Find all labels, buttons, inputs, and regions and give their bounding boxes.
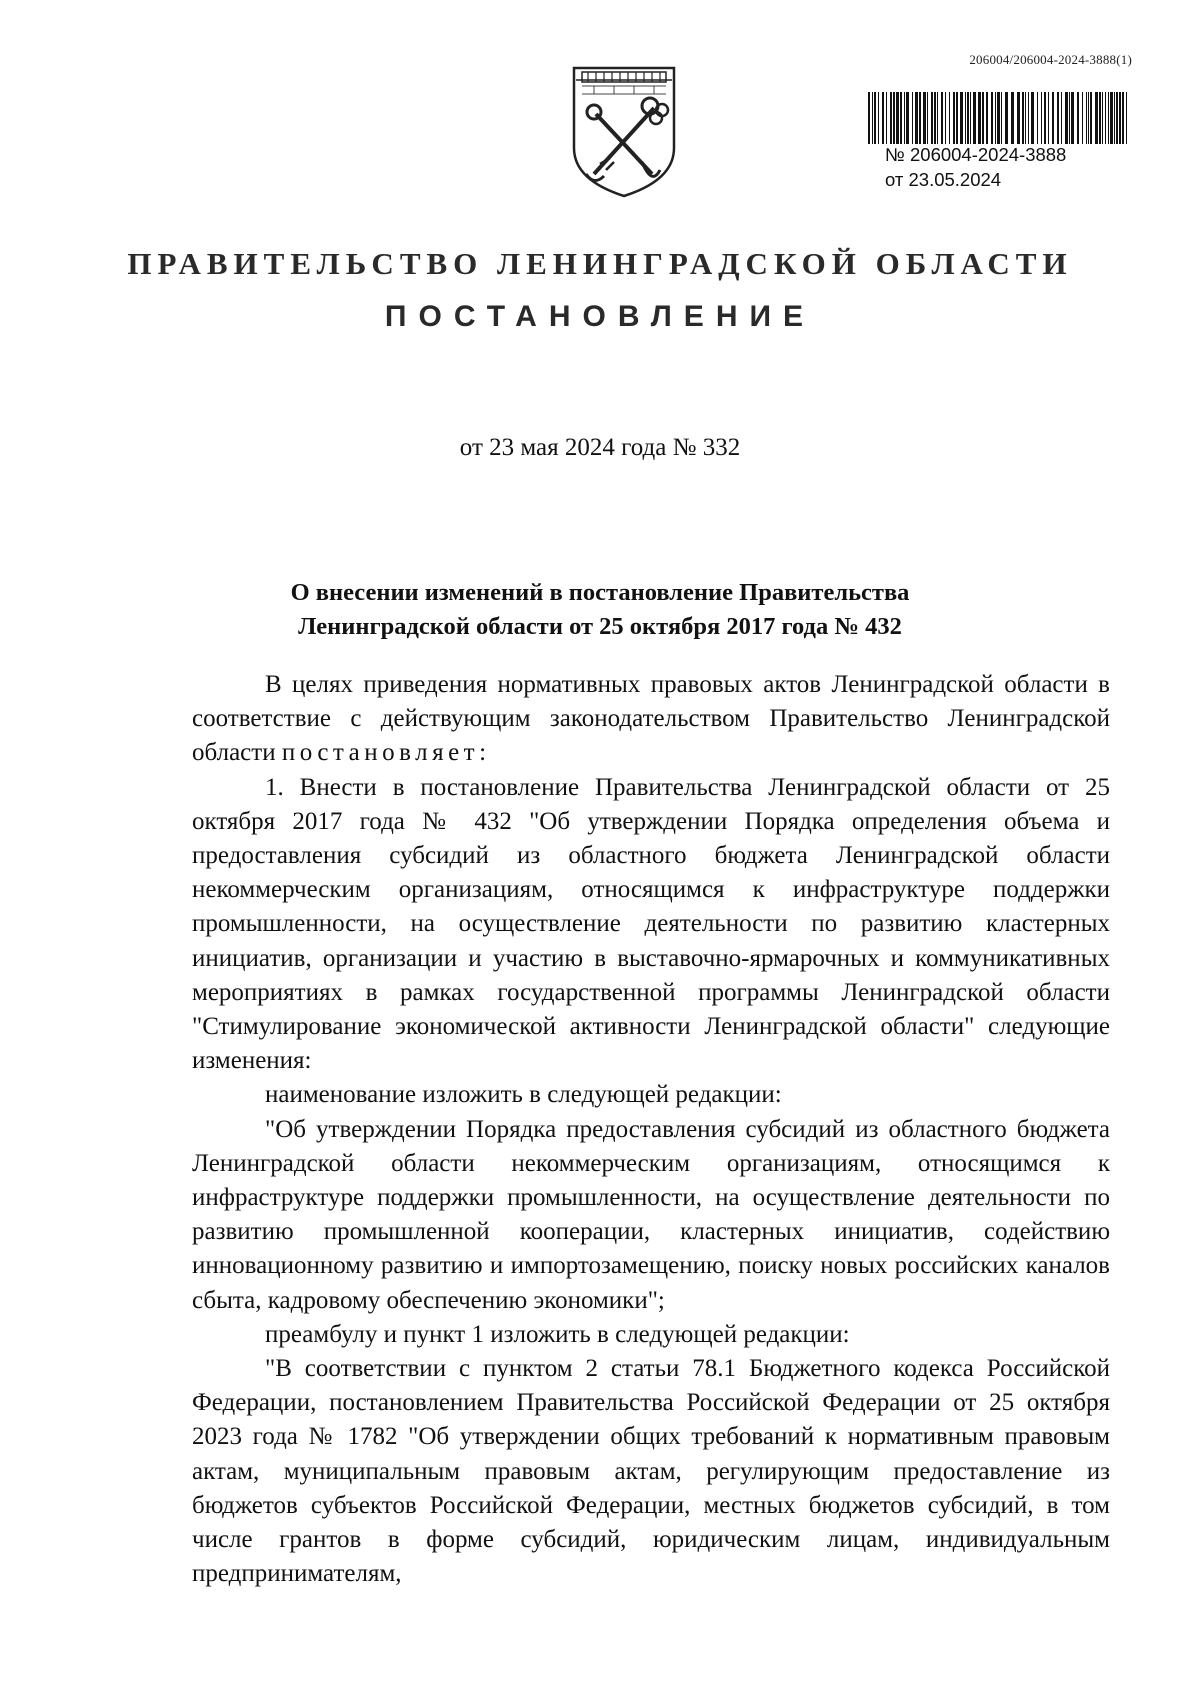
barcode-bar (1031, 92, 1034, 144)
barcode-bar (1086, 92, 1087, 144)
barcode-bar (919, 92, 921, 144)
barcode-bar (868, 92, 870, 144)
barcode-bar (906, 92, 909, 144)
barcode-bar (931, 92, 933, 144)
body-paragraph: "В соответствии с пунктом 2 статьи 78.1 Бюджетного кодекса Российской Федерации, постановлением Правительства Российской Федерации от 25 октября 2023 года № 1782 "Об утверждении общих требований к нормативным правовым актам, муниципальным правовым актам, регулирующим предоставление из бюджетов субъектов Российской Федерации, местных бюджетов субсидий, в том числе грантов в форме субсидий, юридическим лицам, индивидуальным предпринимателям, (192, 1355, 1110, 1588)
barcode-bar (1126, 92, 1127, 144)
barcode-bar (949, 92, 950, 144)
barcode-bar (995, 92, 996, 144)
paragraph-end: : (479, 739, 487, 767)
barcode-bar (1044, 92, 1046, 144)
registration-date: от 23.05.2024 (885, 169, 1002, 190)
barcode-bar (982, 92, 984, 144)
barcode-bar (1116, 92, 1118, 144)
barcode-bar (927, 92, 928, 144)
barcode-bar (965, 92, 966, 144)
barcode-bar (1057, 92, 1059, 144)
document-body (192, 668, 1110, 1591)
document-type: ПОСТАНОВЛЕНИЕ (384, 300, 816, 333)
barcode-bar (872, 92, 873, 144)
barcode-bar (1011, 92, 1014, 144)
barcode-bar (934, 92, 936, 144)
barcode-bar (991, 92, 993, 144)
barcode-icon (868, 92, 1133, 144)
barcode-bar (1095, 92, 1098, 144)
barcode-bar (956, 92, 958, 144)
barcode-bar (890, 92, 892, 144)
document-reference: 206004/206004-2024-3888(1) (969, 52, 1132, 67)
document-subject (200, 576, 1000, 644)
barcode-bar (945, 92, 946, 144)
barcode-bar (893, 92, 895, 144)
barcode-bar (1017, 92, 1020, 144)
barcode-bar (912, 92, 913, 144)
body-paragraph: "Об утверждении Порядка предоставления субсидий из областного бюджета Ленинградской области некоммерческим организациям, относящимся к инфраструктуре поддержки промышленности, на осуществление деятельности по развитию промышленной кооперации, кластерных инициатив, содействию инновационному развитию и импортозамещению, поиску новых российских каналов сбыта, кадровому обеспечению экономики"; (192, 1115, 1110, 1314)
barcode-bar (1088, 92, 1089, 144)
barcode-bar (1052, 92, 1054, 144)
barcode-bar (941, 92, 943, 144)
body-paragraph: наименование изложить в следующей редакции: (265, 1081, 782, 1109)
government-title: ПРАВИТЕЛЬСТВО ЛЕНИНГРАДСКОЙ ОБЛАСТИ (127, 246, 1073, 281)
body-paragraph: преамбулу и пункт 1 изложить в следующей редакции: (265, 1320, 850, 1348)
barcode-bar (1041, 92, 1042, 144)
barcode-bar (915, 92, 918, 144)
barcode-bar (904, 92, 905, 144)
barcode-bar (986, 92, 988, 144)
barcode-bar (1114, 92, 1115, 144)
barcode-bar (886, 92, 887, 144)
barcode-bar (1037, 92, 1038, 144)
barcode-bar (1122, 92, 1124, 144)
registration-block (885, 142, 1066, 192)
barcode-bar (900, 92, 902, 144)
barcode-bar (1105, 92, 1106, 144)
barcode-bar (978, 92, 981, 144)
barcode-bar (1025, 92, 1026, 144)
barcode-bar (1108, 92, 1109, 144)
barcode-bar (1082, 92, 1083, 144)
barcode-bar (1102, 92, 1103, 144)
barcode-bar (937, 92, 938, 144)
barcode-bar (1077, 92, 1079, 144)
barcode-bar (1048, 92, 1049, 144)
barcode-bar (973, 92, 976, 144)
barcode-bar (1069, 92, 1070, 144)
barcode-bar (1110, 92, 1113, 144)
barcode-bar (1099, 92, 1101, 144)
paragraph-text: В целях приведения нормативных правовых актов Ленинградской области в соответствие с действующим законодательством Правительство Ленинградской области (192, 671, 1110, 767)
barcode-bar (1119, 92, 1121, 144)
barcode-bar (882, 92, 884, 144)
body-paragraph: 1. Внести в постановление Правительства Ленинградской области от 25 октября 2017 года № 432 "Об утверждении Порядка определения объема и предоставления субсидий из областного бюджета Ленинградской области некоммерческим организациям, относящимся к инфраструктуре поддержки промышленности, на осуществление деятельности по развитию кластерных инициатив, организации и участию в выставочно-ярмарочных и коммуникативных мероприятиях в рамках государственной программы Ленинградской области "Стимулирование экономической активности Ленинградской области" следующие изменения: (192, 773, 1110, 1075)
barcode-bar (1005, 92, 1008, 144)
barcode-bar (1071, 92, 1074, 144)
barcode-bar (923, 92, 926, 144)
coat-of-arms-icon (564, 62, 684, 200)
body-paragraph (192, 668, 1110, 771)
barcode-bar (878, 92, 879, 144)
barcode-bar (967, 92, 969, 144)
barcode-bar (970, 92, 971, 144)
barcode-bar (997, 92, 1000, 144)
barcode-bar (1061, 92, 1062, 144)
barcode-bar (874, 92, 876, 144)
barcode-bar (1001, 92, 1002, 144)
barcode-bar (896, 92, 899, 144)
barcode-bar (1022, 92, 1024, 144)
subject-line: О внесении изменений в постановление Правительства (290, 579, 910, 606)
barcode-bar (1065, 92, 1068, 144)
subject-line: Ленинградской области от 25 октября 2017 года № 432 (298, 613, 902, 640)
barcode-bar (960, 92, 963, 144)
barcode-bar (1090, 92, 1092, 144)
barcode-bar (953, 92, 955, 144)
registration-number: № 206004-2024-3888 (885, 144, 1067, 165)
barcode-bar (1028, 92, 1029, 144)
document-date-number: от 23 мая 2024 года № 332 (459, 434, 741, 461)
resolution-verb: постановляет (281, 739, 480, 767)
